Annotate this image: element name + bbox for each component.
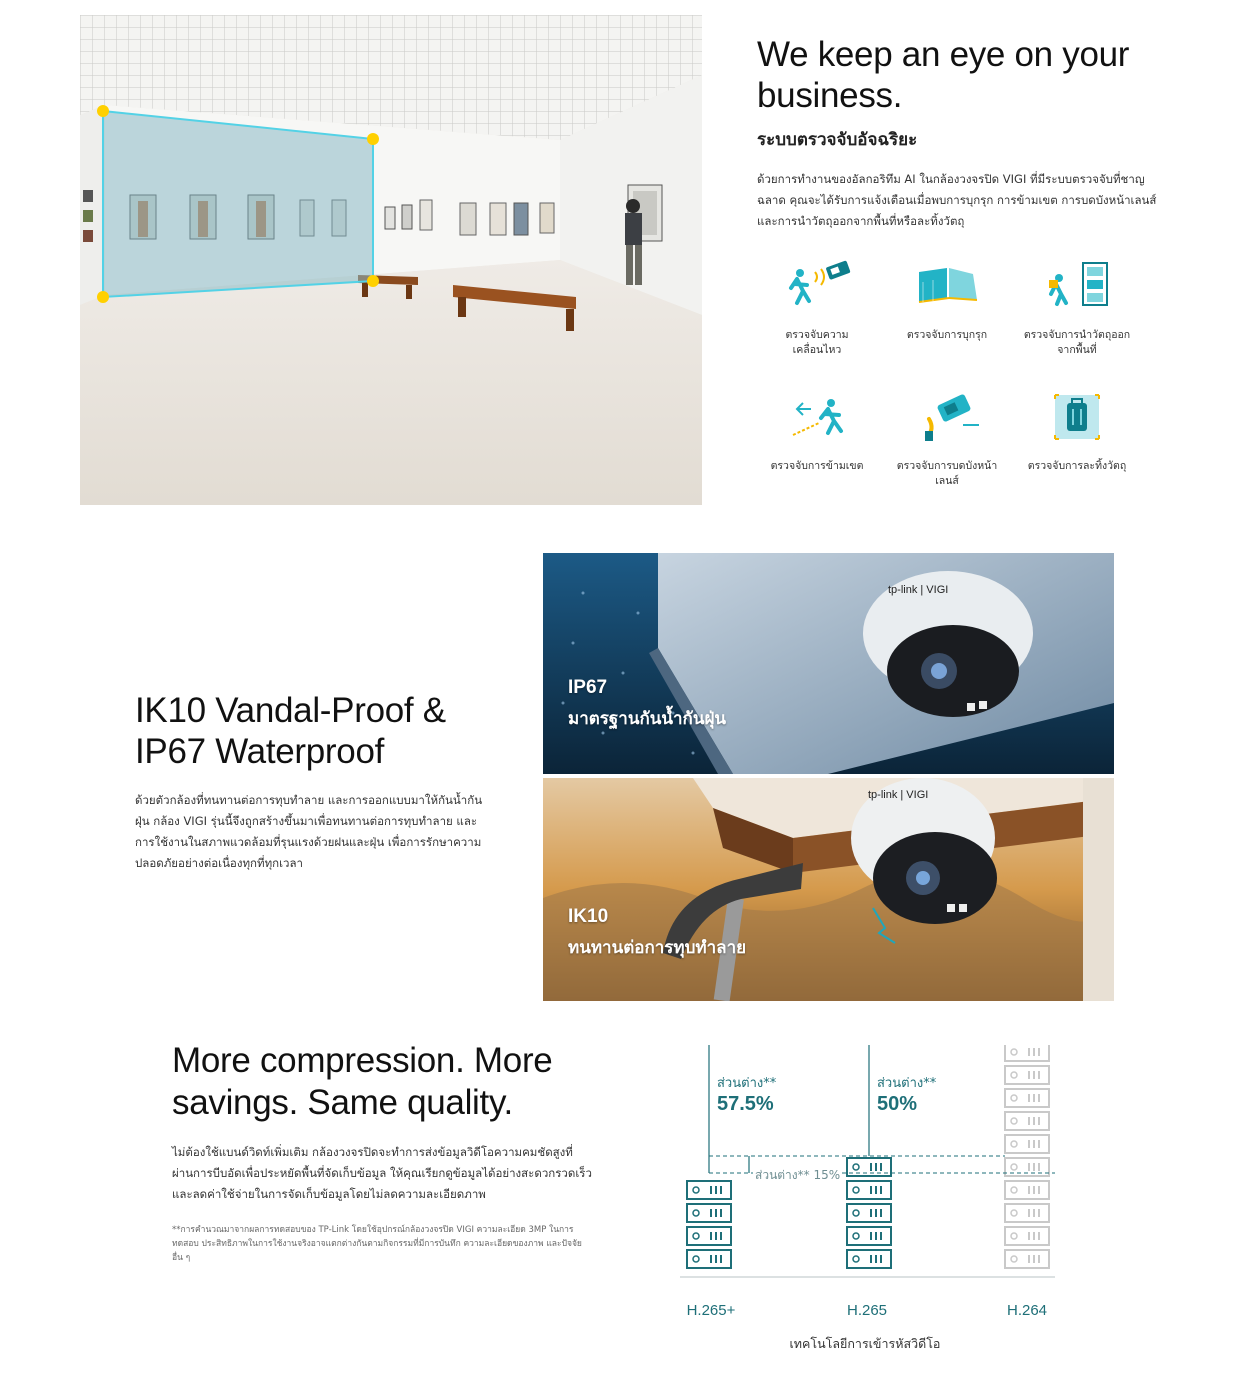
ai-detection-text	[757, 34, 1157, 232]
server-unit-H.265+	[687, 1204, 731, 1222]
server-unit-H.264	[1005, 1112, 1049, 1130]
ik10-caption	[568, 906, 746, 961]
ip67-code: IP67	[568, 677, 608, 698]
diff-h265-vs-h265plus: ส่วนต่าง** 15%	[753, 1166, 842, 1185]
compression-chart	[675, 1045, 1070, 1295]
ip67-image	[543, 553, 1114, 774]
object-removal-icon	[1039, 258, 1115, 320]
feature-intrusion-detection	[882, 258, 1012, 389]
feature-label: ตรวจจับการนำวัตถุออกจากพื้นที่	[1023, 329, 1131, 356]
ai-section-subtitle: ระบบตรวจจับอัจฉริยะ	[757, 130, 918, 150]
ik10-code: IK10	[568, 906, 609, 927]
compression-text	[172, 1040, 592, 1265]
camera-tampering-icon	[909, 389, 985, 451]
diff-h265	[877, 1072, 936, 1116]
tick-label-h264: H.264	[1006, 1302, 1048, 1319]
feature-label: ตรวจจับการบดบังหน้าเลนส์	[896, 460, 998, 487]
tick-label-h265plus: H.265+	[686, 1302, 736, 1319]
server-unit-H.264	[1005, 1045, 1049, 1061]
diff-h265-value: 50%	[877, 1093, 918, 1115]
motion-detection-icon	[779, 258, 855, 320]
feature-label: ตรวจจับการข้ามเขต	[770, 460, 864, 472]
feature-label: ตรวจจับการบุกรุก	[906, 329, 988, 341]
tick-label-h265: H.265	[846, 1302, 888, 1319]
server-unit-H.265	[847, 1204, 891, 1222]
chart-x-title: เทคโนโลยีการเข้ารหัสวิดีโอ	[789, 1336, 941, 1351]
server-unit-H.264	[1005, 1204, 1049, 1222]
diff-h265-label: ส่วนต่าง**	[877, 1076, 937, 1091]
feature-line-crossing	[752, 389, 882, 499]
server-unit-H.265	[847, 1250, 891, 1268]
feature-object-removal	[1012, 258, 1142, 389]
feature-motion-detection	[752, 258, 882, 389]
ip67-label: มาตรฐานกันน้ำกันฝุ่น	[568, 709, 727, 729]
compression-footnote: **การคำนวณมาจากผลการทดสอบของ TP-Link โดยใช้อุปกรณ์กล้องวงจรปิด VIGI ความละเอียด 3MP ในการทดสอบ ประสิทธิภาพในการใช้งานจริงอาจแตกต่างกันตามกิจกรรมที่มีการบันทึก ความละเอียดของภาพ และปัจจัยอื่น ๆ	[172, 1225, 582, 1263]
intrusion-detection-icon	[909, 258, 985, 320]
ik10-label: ทนทานต่อการทุบทำลาย	[568, 938, 747, 958]
gallery-image	[80, 15, 702, 505]
server-unit-H.265+	[687, 1181, 731, 1199]
durability-description: ด้วยตัวกล้องที่ทนทานต่อการทุบทำลาย และการออกแบบมาให้กันน้ำกันฝุ่น กล้อง VIGI รุ่นนี้จึงถูกสร้างขึ้นมาเพื่อทนทานต่อการทุบทำลาย และการใช้งานในสภาพแวดล้อมที่รุนแรงด้วยฝนและฝุ่น เพื่อการรักษาความปลอดภัยอย่างต่อเนื่องทุกที่ทุกเวลา	[135, 793, 483, 870]
ip67-caption	[568, 677, 726, 732]
server-unit-H.264	[1005, 1135, 1049, 1153]
detection-features-grid	[752, 258, 1142, 499]
feature-abandoned-object	[1012, 389, 1142, 499]
ik10-image	[543, 778, 1114, 1001]
abandoned-object-icon	[1039, 389, 1115, 451]
server-unit-H.265+	[687, 1227, 731, 1245]
feature-camera-tampering	[882, 389, 1012, 499]
line-crossing-icon	[779, 389, 855, 451]
server-unit-H.264	[1005, 1089, 1049, 1107]
diff-h265plus	[717, 1072, 776, 1116]
ai-section-title: We keep an eye on your business.	[757, 35, 1130, 115]
compression-title: More compression. More savings. Same quality.	[172, 1041, 553, 1122]
compression-description: ไม่ต้องใช้แบนด์วิดท์เพิ่มเติม กล้องวงจรปิดจะทำการส่งข้อมูลวิดีโอความคมชัดสูงที่ผ่านการบีบอัดเพื่อประหยัดพื้นที่จัดเก็บข้อมูล ให้คุณเรียกดูข้อมูลได้อย่างสะดวกรวดเร็ว และลดค่าใช้จ่ายในการจัดเก็บข้อมูลโดยไม่ลดความละเอียดภาพ	[172, 1145, 592, 1201]
camera-brand-label-2: tp-link | VIGI	[868, 789, 929, 801]
server-unit-H.264	[1005, 1181, 1049, 1199]
diff-h265plus-value: 57.5%	[717, 1093, 774, 1115]
feature-label: ตรวจจับความเคลื่อนไหว	[785, 329, 849, 356]
server-unit-H.265	[847, 1227, 891, 1245]
diff-h265plus-label: ส่วนต่าง**	[717, 1076, 777, 1091]
durability-text	[135, 690, 495, 874]
ai-section-description: ด้วยการทำงานของอัลกอริทึม AI ในกล้องวงจรปิด VIGI ที่มีระบบตรวจจับที่ชาญฉลาด คุณจะได้รับการแจ้งเตือนเมื่อพบการบุกรุก การข้ามเขต การบดบังหน้าเลนส์ และการนำวัตถุออกจากพื้นที่หรือละทิ้งวัตถุ	[757, 172, 1157, 228]
server-unit-H.265	[847, 1181, 891, 1199]
server-unit-H.264	[1005, 1250, 1049, 1268]
server-unit-H.265+	[687, 1250, 731, 1268]
durability-title: IK10 Vandal-Proof & IP67 Waterproof	[135, 691, 446, 771]
server-unit-H.264	[1005, 1066, 1049, 1084]
feature-label: ตรวจจับการละทิ้งวัตถุ	[1027, 460, 1127, 472]
server-unit-H.264	[1005, 1227, 1049, 1245]
camera-brand-label: tp-link | VIGI	[888, 584, 949, 596]
